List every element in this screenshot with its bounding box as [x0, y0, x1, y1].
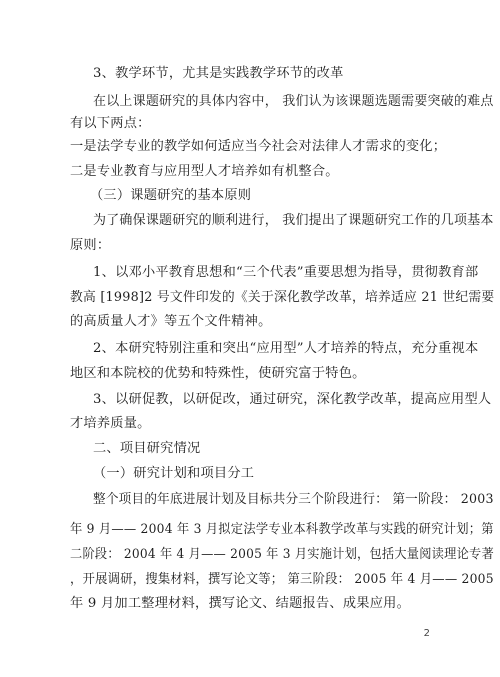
text-line: 1、以邓小平教育思想和“三个代表”重要思想为指导，贯彻教育部 [93, 265, 479, 280]
text-line: 为了确保课题研究的顺利进行， 我们提出了课题研究工作的几项基本 [93, 213, 494, 228]
text-line: 2、本研究特别注重和突出“应用型”人才培养的特点，充分重视本 [93, 341, 479, 356]
page-number: 2 [423, 628, 430, 639]
text-line: 的高质量人才》等五个文件精神。 [70, 314, 272, 329]
section-heading: 二、项目研究情况 [93, 441, 201, 456]
text-line: 3、教学环节，尤其是实践教学环节的改革 [93, 66, 344, 81]
text-line: 年 9 月加工整理材料，撰写论文、结题报告、成果应用。 [70, 596, 411, 611]
text-line: 在以上课题研究的具体内容中， 我们认为该课题选题需要突破的难点 [93, 94, 494, 109]
text-line: ，开展调研，搜集材料，撰写论文等； 第三阶段： 2005 年 4 月—— 2005 [70, 572, 494, 587]
section-heading: （三）课题研究的基本原则 [90, 188, 252, 203]
text-line: 有以下两点： [70, 116, 151, 131]
text-line: 地区和本院校的优势和特殊性，使研究富于特色。 [70, 366, 366, 381]
text-line: 二阶段： 2004 年 4 月—— 2005 年 3 月实施计划，包括大量阅读理论专著 [70, 547, 494, 562]
text-line: 二是专业教育与应用型人才培养如有机整合。 [70, 164, 339, 179]
text-line: 教高 [1998]2 号文件印发的《关于深化教学改革，培养适应 21 世纪需要 [70, 290, 495, 305]
text-line: 整个项目的年底进展计划及目标共分三个阶段进行： 第一阶段： 2003 [93, 492, 494, 507]
text-line: 3、以研促教，以研促改，通过研究，深化教学改革，提高应用型人 [93, 392, 492, 407]
text-line: 年 9 月—— 2004 年 3 月拟定法学专业本科教学改革与实践的研究计划；第 [70, 522, 494, 537]
section-heading: （一）研究计划和项目分工 [93, 466, 255, 481]
text-line: 一是法学专业的教学如何适应当今社会对法律人才需求的变化； [70, 139, 447, 154]
text-line: 原则： [70, 238, 111, 253]
text-line: 才培养质量。 [70, 416, 151, 431]
